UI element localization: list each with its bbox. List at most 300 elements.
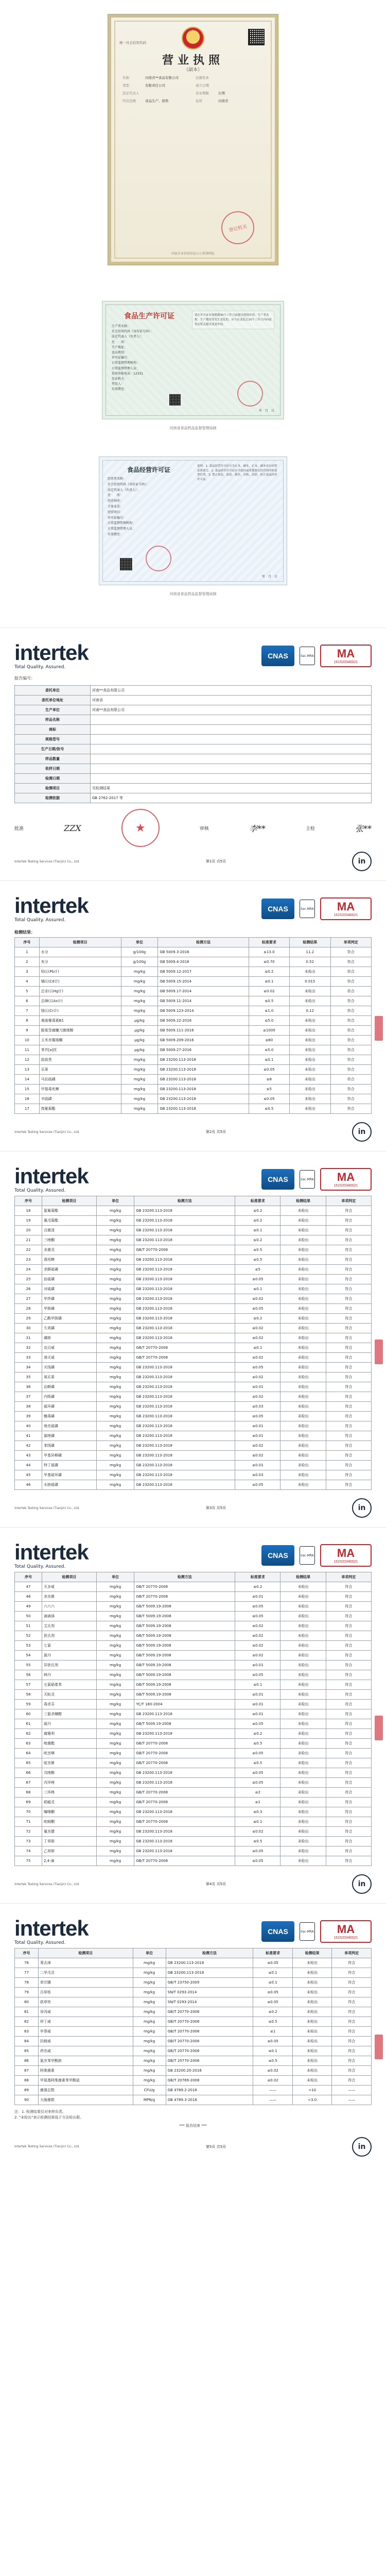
table-cell: mg/kg xyxy=(133,2007,166,2017)
report-info-table xyxy=(14,685,372,803)
permit-caption: 河南省食品药品监督管理局制 xyxy=(169,426,217,430)
table-cell: 灰分 xyxy=(39,957,121,967)
table-cell: ≤0.1 xyxy=(235,1226,280,1235)
table-cell: mg/kg xyxy=(133,2066,166,2076)
table-cell: 11 xyxy=(15,1045,40,1055)
table-cell: —— xyxy=(253,2086,293,2095)
info-key: 样品名称 xyxy=(15,715,91,725)
table-cell: 未检出 xyxy=(280,1372,326,1382)
table-cell: ≤0.05 xyxy=(235,1363,280,1372)
table-cell: 0.12 xyxy=(290,1006,330,1016)
table-cell: 符合 xyxy=(326,1837,371,1846)
note-line: 2. "未检出"表示检测结果低于方法检出限。 xyxy=(14,2115,84,2120)
table-cell: GB 23200.113-2018 xyxy=(134,1314,235,1324)
table-row xyxy=(15,1441,372,1451)
table-cell: 符合 xyxy=(326,1660,371,1670)
table-cell: 未检出 xyxy=(280,1670,326,1680)
table-cell: 敌草快 xyxy=(38,1997,133,2007)
table-cell: mg/kg xyxy=(96,1294,134,1304)
table-cell: 符合 xyxy=(326,1758,371,1768)
table-cell: ≤0.5 xyxy=(253,2056,293,2066)
table-cell: 甲拌磷 xyxy=(42,1294,96,1304)
report-header xyxy=(14,892,372,925)
table-row xyxy=(15,1421,372,1431)
table-cell: 未检出 xyxy=(290,1065,330,1075)
table-cell: 14 xyxy=(15,1075,40,1084)
table-cell: 未检出 xyxy=(280,1363,326,1372)
table-cell: 吡虫啉 xyxy=(42,1749,96,1758)
signature-approve: ZZX xyxy=(64,823,81,833)
table-cell: mg/kg xyxy=(96,1798,134,1807)
table-row xyxy=(15,1304,372,1314)
table-cell: 符合 xyxy=(326,1719,371,1729)
results-header-row xyxy=(15,1948,372,1958)
table-cell: g/100g xyxy=(121,957,158,967)
table-cell: YC/T 180-2004 xyxy=(134,1700,235,1709)
table-cell: 符合 xyxy=(326,1353,371,1363)
table-cell: mg/kg xyxy=(96,1333,134,1343)
table-cell: 83 xyxy=(15,2027,39,2037)
table-cell: 25 xyxy=(15,1275,42,1284)
table-row xyxy=(15,1343,372,1353)
report-meta xyxy=(14,675,372,681)
table-cell: GB 5009.17-2014 xyxy=(158,987,249,996)
table-row xyxy=(15,2056,372,2066)
table-cell: ≤0.02 xyxy=(235,1353,280,1363)
table-cell: 51 xyxy=(15,1621,42,1631)
license-field xyxy=(122,75,190,80)
table-cell: GB/T 5009.19-2008 xyxy=(134,1719,235,1729)
table-cell: 稻瘟灵 xyxy=(42,1798,96,1807)
table-cell: 7 xyxy=(15,1006,40,1016)
table-row xyxy=(15,1480,372,1490)
footer-company: Intertek Testing Services (Tianjin) Co., Ltd. xyxy=(14,1130,80,1134)
permit2-note: 说明：1. 食品经营许可证分为正本、副本，正本、副本具有同等法律效力。2. 食品经营许可证应当悬挂或者摆放在经营场所的显著位置。3. 禁止伪造、涂改、倒卖、出租、出借、转让食品经营许可证。 xyxy=(197,465,277,481)
signature-test: 张** xyxy=(355,823,372,834)
table-row xyxy=(15,977,372,987)
table-cell: 克百威 xyxy=(42,1343,96,1353)
table-cell: mg/kg xyxy=(96,1372,134,1382)
table-cell: ≤0.1 xyxy=(235,1680,280,1690)
info-key: 委托单位地址 xyxy=(15,696,91,705)
info-key: 生产日期/批号 xyxy=(15,744,91,754)
page-number: 第3页 共5页 xyxy=(205,1506,226,1510)
table-cell: 未检出 xyxy=(280,1592,326,1602)
table-cell: 54 xyxy=(15,1651,42,1660)
intertek-brand xyxy=(14,1541,89,1569)
table-cell: 吡蚜酮 xyxy=(42,1817,96,1827)
signer-test-label: 主检 xyxy=(305,826,315,832)
table-cell: mg/kg xyxy=(96,1651,134,1660)
page-number: 第1页 共5页 xyxy=(205,859,226,863)
table-cell: mg/kg xyxy=(121,1075,158,1084)
table-cell: 未检出 xyxy=(290,1094,330,1104)
table-cell: 仲丁威 xyxy=(38,2017,133,2027)
table-cell: mg/kg xyxy=(121,987,158,996)
table-cell: 符合 xyxy=(330,977,371,987)
table-row xyxy=(15,1353,372,1363)
info-key: 样品数量 xyxy=(15,754,91,764)
table-cell: 未检出 xyxy=(280,1719,326,1729)
table-cell: 未检出 xyxy=(292,1988,332,1997)
table-cell: mg/kg xyxy=(96,1353,134,1363)
license-field-key: 营业期限 xyxy=(196,91,209,95)
table-cell: 铅(以Pb计) xyxy=(39,967,121,977)
page-number: 第2页 共5页 xyxy=(205,1130,226,1134)
table-cell: GB/T 20770-2008 xyxy=(134,1245,235,1255)
table-cell: 17 xyxy=(15,1104,40,1114)
table-cell: ≤0.2 xyxy=(235,1729,280,1739)
ma-badge xyxy=(320,1544,372,1567)
table-cell: GB/T 20770-2008 xyxy=(134,1817,235,1827)
table-cell: 19 xyxy=(15,1216,42,1226)
table-cell: 甲基毒死蜱 xyxy=(39,1084,121,1094)
table-cell: 地虫硫磷 xyxy=(42,1421,96,1431)
permit-row: 发证机关： xyxy=(112,377,128,381)
permit-row: 许可证编号： xyxy=(112,356,131,360)
table-cell: ≤0.05 xyxy=(235,1275,280,1284)
table-cell: 72 xyxy=(15,1827,42,1837)
table-cell: ≤0.05 xyxy=(253,1988,293,1997)
table-cell: mg/kg xyxy=(133,1978,166,1988)
table-cell: GB 23200.113-2018 xyxy=(134,1304,235,1314)
intertek-in-icon: in xyxy=(352,1498,372,1518)
table-cell: 倍硫磷 xyxy=(42,1275,96,1284)
info-row xyxy=(15,784,372,793)
table-cell: 未检出 xyxy=(290,1084,330,1094)
table-cell: 未检出 xyxy=(292,2066,332,2076)
table-cell: 59 xyxy=(15,1700,42,1709)
ma-badge-text: MA xyxy=(337,647,355,660)
intertek-logo: intertek xyxy=(14,1916,89,1940)
table-cell: 符合 xyxy=(326,1709,371,1719)
table-cell: 未检出 xyxy=(280,1353,326,1363)
info-value xyxy=(91,754,372,764)
table-cell: 符合 xyxy=(330,1016,371,1026)
table-row xyxy=(15,1075,372,1084)
table-cell: GB/T 5009.19-2008 xyxy=(134,1612,235,1621)
table-cell: GB 23200.113-2018 xyxy=(134,1235,235,1245)
table-cell: SN/T 0293-2014 xyxy=(166,1988,253,1997)
permit2-caption: 河南省食品药品监督管理局制 xyxy=(169,592,217,596)
table-cell: 未检出 xyxy=(280,1412,326,1421)
table-cell: 符合 xyxy=(326,1343,371,1353)
table-cell: mg/kg xyxy=(121,1065,158,1075)
table-cell: CFU/g xyxy=(133,2086,166,2095)
results-header-row xyxy=(15,1196,372,1206)
signer-review-label: 审核 xyxy=(199,826,209,832)
table-cell: GB 23200.113-2018 xyxy=(134,1778,235,1788)
table-cell: 镉(以Cd计) xyxy=(39,977,121,987)
table-cell: 符合 xyxy=(326,1778,371,1788)
table-cell: 未检出 xyxy=(290,1016,330,1026)
ma-badge-text: MA xyxy=(337,900,355,913)
table-cell: ≤0.5 xyxy=(235,1739,280,1749)
table-cell: 丁草胺 xyxy=(42,1837,96,1846)
table-row xyxy=(15,1065,372,1075)
table-cell: 66 xyxy=(15,1768,42,1778)
table-cell: 符合 xyxy=(326,1421,371,1431)
table-cell: ≤0.02 xyxy=(235,1441,280,1451)
table-cell: mg/kg xyxy=(121,1084,158,1094)
ilac-badge: ilac-MRA xyxy=(300,1546,315,1565)
intertek-in-icon: in xyxy=(352,1122,372,1142)
table-row xyxy=(15,1968,372,1978)
table-cell: 68 xyxy=(15,1788,42,1798)
table-cell: mg/kg xyxy=(96,1846,134,1856)
table-row xyxy=(15,1206,372,1216)
permit-row: 许可证编号： xyxy=(108,516,127,520)
table-row xyxy=(15,1817,372,1827)
table-cell: GB 23200.113-2018 xyxy=(134,1265,235,1275)
table-cell: GB 23200.113-2018 xyxy=(134,1441,235,1451)
table-row xyxy=(15,1582,372,1592)
license-field xyxy=(196,75,264,80)
table-row xyxy=(15,947,372,957)
table-cell: 符合 xyxy=(326,1255,371,1265)
results-header-cell: 检测项目 xyxy=(42,1572,96,1582)
table-cell: 未检出 xyxy=(280,1275,326,1284)
results-header-cell: 单项判定 xyxy=(332,1948,372,1958)
table-cell: GB 23200.20-2016 xyxy=(166,2066,253,2076)
table-cell: 符合 xyxy=(326,1807,371,1817)
info-key: 检测项目 xyxy=(15,784,91,793)
table-cell: 24 xyxy=(15,1265,42,1275)
table-cell: ≤0.01 xyxy=(235,1431,280,1441)
table-row xyxy=(15,1392,372,1402)
page-number: 第4页 共5页 xyxy=(205,1882,226,1886)
table-cell: 毒死蜱 xyxy=(42,1255,96,1265)
table-cell: 未检出 xyxy=(292,2017,332,2027)
table-cell: 内吸磷 xyxy=(42,1392,96,1402)
table-row xyxy=(15,1314,372,1324)
table-cell: 3 xyxy=(15,967,40,977)
table-cell: 符合 xyxy=(332,2066,372,2076)
table-cell: 符合 xyxy=(326,1690,371,1700)
table-cell: ≤0.02 xyxy=(249,987,289,996)
table-row xyxy=(15,1749,372,1758)
table-cell: 未检出 xyxy=(280,1778,326,1788)
license-field-key: 法定代表人 xyxy=(122,91,139,95)
table-row xyxy=(15,2086,372,2095)
table-cell: ≤0.05 xyxy=(253,1997,293,2007)
table-cell: ≤0.5 xyxy=(235,1245,280,1255)
table-cell: mg/kg xyxy=(121,1006,158,1016)
table-row xyxy=(15,1729,372,1739)
results-header-cell: 序号 xyxy=(15,1948,39,1958)
table-cell: mg/kg xyxy=(96,1441,134,1451)
table-cell: 三氯杀螨醇 xyxy=(42,1709,96,1719)
table-cell: 13 xyxy=(15,1065,40,1075)
table-cell: 符合 xyxy=(330,1006,371,1016)
table-cell: 2,4-滴 xyxy=(42,1856,96,1866)
table-cell: mg/kg xyxy=(96,1758,134,1768)
permit-row: 签发人： xyxy=(112,382,125,386)
accreditation-badges xyxy=(261,1168,372,1191)
table-cell: 22 xyxy=(15,1245,42,1255)
table-cell: 铬(以Cr计) xyxy=(39,1006,121,1016)
table-cell: GB 5009.209-2016 xyxy=(158,1036,249,1045)
table-cell: mg/kg xyxy=(96,1343,134,1353)
table-cell: 未检出 xyxy=(290,1075,330,1084)
table-cell: GB 23200.113-2018 xyxy=(166,1958,253,1968)
seam-stamp xyxy=(375,1340,383,1364)
table-cell: 敌敌畏 xyxy=(39,1055,121,1065)
license-field xyxy=(196,83,264,88)
table-cell: 43 xyxy=(15,1451,42,1461)
table-cell: ≤0.05 xyxy=(235,1670,280,1680)
table-cell: mg/kg xyxy=(96,1709,134,1719)
table-cell: mg/kg xyxy=(96,1807,134,1817)
intertek-tagline: Total Quality. Assured. xyxy=(14,665,66,670)
table-cell: 未检出 xyxy=(280,1846,326,1856)
table-cell: 灭多威 xyxy=(42,1582,96,1592)
intertek-tagline: Total Quality. Assured. xyxy=(14,1564,66,1569)
table-cell: 未检出 xyxy=(292,2046,332,2056)
cnas-badge: CNAS xyxy=(261,1921,294,1942)
table-cell: 符合 xyxy=(332,2037,372,2046)
table-cell: mg/kg xyxy=(96,1245,134,1255)
table-cell: 未检出 xyxy=(280,1421,326,1431)
table-cell: 9 xyxy=(15,1026,40,1036)
table-cell: 苯线磷 xyxy=(42,1441,96,1451)
table-cell: μg/kg xyxy=(121,1036,158,1045)
intertek-brand xyxy=(14,1165,89,1193)
table-cell: μg/kg xyxy=(121,1026,158,1036)
table-cell: GB 23200.113-2018 xyxy=(134,1421,235,1431)
note-line: 注：1. 检测结果仅对来样负责。 xyxy=(14,2110,66,2114)
table-cell: GB 5009.22-2016 xyxy=(158,1016,249,1026)
table-cell: 符合 xyxy=(332,1978,372,1988)
report-footer xyxy=(14,2137,372,2157)
table-cell: 未检出 xyxy=(280,1451,326,1461)
table-cell: 未检出 xyxy=(280,1768,326,1778)
table-row xyxy=(15,1651,372,1660)
table-cell: 符合 xyxy=(332,2056,372,2066)
table-cell: 三环唑 xyxy=(42,1788,96,1798)
seam-stamp xyxy=(375,2035,383,2059)
table-cell: 多菌灵 xyxy=(42,1245,96,1255)
table-cell: 符合 xyxy=(326,1451,371,1461)
table-cell: ≤0.5 xyxy=(249,996,289,1006)
info-row xyxy=(15,696,372,705)
table-cell: mg/kg xyxy=(96,1324,134,1333)
permit-row: 社会信用代码（身份证号码）： xyxy=(112,330,154,334)
table-cell: 氯唑磷 xyxy=(42,1431,96,1441)
table-cell: 82 xyxy=(15,2017,39,2027)
table-cell: 47 xyxy=(15,1582,42,1592)
table-row xyxy=(15,1363,372,1372)
permit2-seal xyxy=(146,546,171,571)
table-cell: 未检出 xyxy=(280,1284,326,1294)
table-cell: 符合 xyxy=(330,1075,371,1084)
table-cell: 符合 xyxy=(332,1968,372,1978)
table-cell: 89 xyxy=(15,2086,39,2095)
results-header-cell: 检测项目 xyxy=(38,1948,133,1958)
ma-badge xyxy=(320,1168,372,1191)
table-cell: 未检出 xyxy=(280,1582,326,1592)
intertek-brand xyxy=(14,895,89,923)
table-cell: GB/T 23750-2009 xyxy=(166,1978,253,1988)
permit-rows xyxy=(112,324,194,392)
table-cell: 符合 xyxy=(326,1582,371,1592)
table-cell: ≤0.1 xyxy=(253,2046,293,2056)
table-cell: 56 xyxy=(15,1670,42,1680)
intertek-logo: intertek xyxy=(14,640,89,665)
table-cell: 58 xyxy=(15,1690,42,1700)
info-value: GB 2762-2017 等 xyxy=(91,793,372,803)
permit-row: 社会信用代码（身份证号码）： xyxy=(108,482,150,486)
table-cell: 乙草胺 xyxy=(42,1846,96,1856)
table-cell: 符合 xyxy=(330,1094,371,1104)
table-cell: mg/kg xyxy=(96,1451,134,1461)
table-cell: mg/kg xyxy=(96,1749,134,1758)
table-cell: mg/kg xyxy=(133,2056,166,2066)
table-cell: 符合 xyxy=(326,1641,371,1651)
table-cell: GB 23200.113-2018 xyxy=(134,1412,235,1421)
table-cell: GB 23200.113-2018 xyxy=(134,1461,235,1470)
table-row xyxy=(15,1216,372,1226)
table-cell: GB/T 20770-2008 xyxy=(166,2046,253,2056)
table-cell: mg/kg xyxy=(96,1431,134,1441)
table-cell: 对硫磷 xyxy=(42,1284,96,1294)
table-cell: 34 xyxy=(15,1363,42,1372)
table-row xyxy=(15,1382,372,1392)
table-cell: 未检出 xyxy=(280,1709,326,1719)
table-row xyxy=(15,1798,372,1807)
table-cell: GB/T 20769-2008 xyxy=(166,2076,253,2086)
table-cell: 硫环磷 xyxy=(42,1402,96,1412)
table-cell: GB 23200.113-2018 xyxy=(134,1768,235,1778)
ilac-badge: ilac-MRA xyxy=(300,647,315,665)
table-cell: 0.52 xyxy=(290,957,330,967)
table-cell: 异丙威 xyxy=(38,2007,133,2017)
table-cell: ≤0.01 xyxy=(235,1461,280,1470)
report-footer xyxy=(14,1498,372,1518)
table-cell: ≤0.02 xyxy=(235,1294,280,1304)
license-code-label: 统一社会信用代码 xyxy=(119,41,146,45)
table-cell: ≤0.05 xyxy=(235,1480,280,1490)
ma-badge-text: MA xyxy=(337,1922,355,1936)
intertek-tagline: Total Quality. Assured. xyxy=(14,918,66,923)
table-row xyxy=(15,1255,372,1265)
table-row xyxy=(15,1807,372,1817)
table-cell: 特丁硫磷 xyxy=(42,1461,96,1470)
table-cell: GB/T 20770-2008 xyxy=(134,1788,235,1798)
table-cell: 符合 xyxy=(326,1275,371,1284)
license-field xyxy=(122,91,190,95)
table-cell: ≤0.02 xyxy=(235,1392,280,1402)
table-cell: 90 xyxy=(15,2095,39,2105)
table-cell: 符合 xyxy=(330,967,371,977)
table-cell: 符合 xyxy=(326,1470,371,1480)
table-cell: mg/kg xyxy=(96,1275,134,1284)
table-cell: GB 23200.113-2018 xyxy=(158,1104,249,1114)
permit-row: 生产者名称： xyxy=(112,325,131,328)
table-cell: 未检出 xyxy=(292,1997,332,2007)
table-cell: 65 xyxy=(15,1758,42,1768)
table-cell: 未检出 xyxy=(280,1216,326,1226)
table-cell: 0.015 xyxy=(290,977,330,987)
permit-row: 投诉举报电话：12331 xyxy=(112,371,144,376)
table-cell: 67 xyxy=(15,1778,42,1788)
table-row xyxy=(15,1470,372,1480)
table-cell: ≤0.70 xyxy=(249,957,289,967)
table-cell: ≤0.02 xyxy=(235,1651,280,1660)
table-cell: mg/kg xyxy=(96,1592,134,1602)
table-row xyxy=(15,1226,372,1235)
ilac-badge: ilac-MRA xyxy=(300,900,315,918)
